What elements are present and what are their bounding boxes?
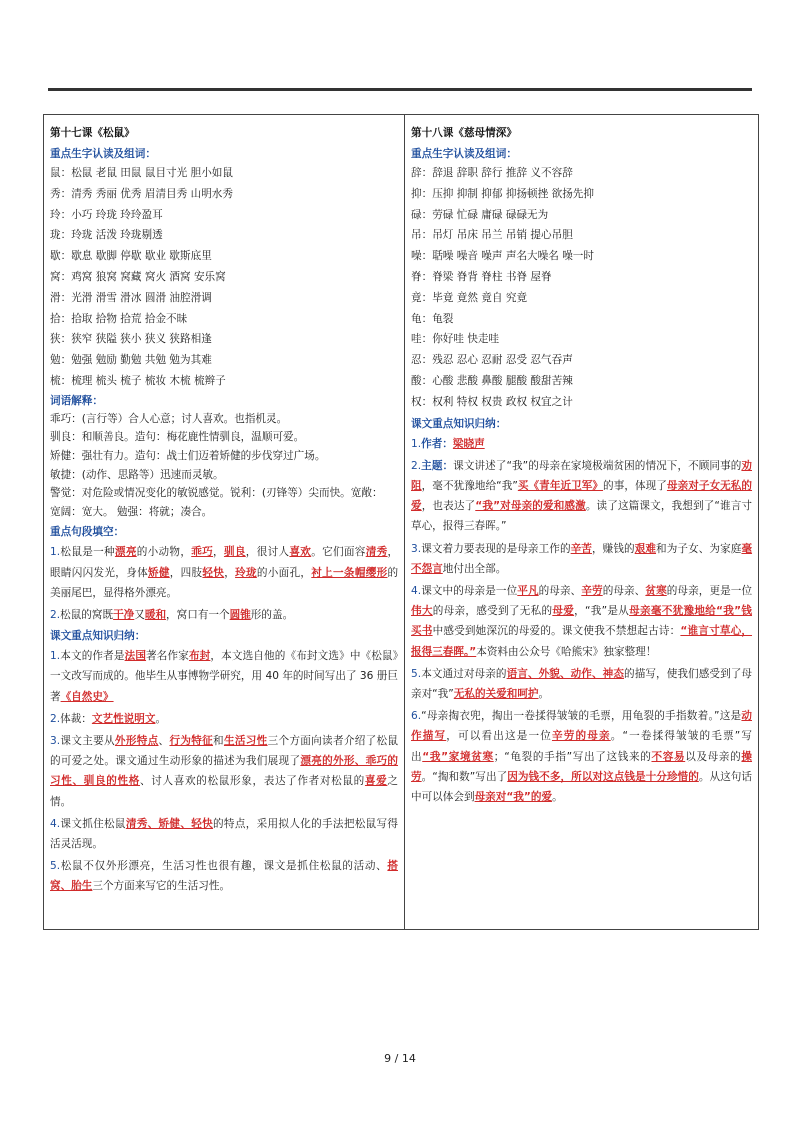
text-run: 地付出全部。 bbox=[442, 562, 507, 575]
vocab-words: 辞退 辞职 辞行 推辞 义不容辞 bbox=[432, 167, 573, 179]
vocab-char: 吊： bbox=[411, 229, 433, 242]
vocab-row bbox=[411, 205, 752, 226]
lesson-title: 第十八课《慈母情深》 bbox=[411, 127, 517, 139]
text-run: 课文讲述了“我”的母亲在家境极端贫困的情况下，不顾同事的 bbox=[453, 459, 742, 472]
text-run: 松鼠是一种 bbox=[60, 546, 115, 559]
vocab-words: 压抑 抑制 抑郁 抑扬顿挫 欲扬先抑 bbox=[432, 187, 594, 200]
vocab-list bbox=[411, 163, 752, 413]
text-run: 课文着力要表现的是母亲工作的 bbox=[421, 542, 571, 555]
vocab-row bbox=[411, 225, 752, 246]
key-answer: 因为钱不多，所以对这点钱是十分珍惜的 bbox=[507, 770, 699, 783]
knowledge-list bbox=[50, 646, 398, 896]
text-run: ；“龟裂的手指”写出了这钱来的 bbox=[493, 750, 652, 763]
vocab-row bbox=[411, 246, 752, 267]
vocab-row bbox=[411, 184, 752, 205]
item-number: 2. bbox=[411, 459, 422, 472]
key-answer: 清秀、矫健、轻快 bbox=[125, 817, 214, 830]
key-answer: 矫健 bbox=[147, 566, 170, 579]
fill-heading: 重点句段填空： bbox=[50, 526, 125, 539]
text-run: 的描写，使我们感受到了母亲对“我” bbox=[411, 667, 753, 700]
item-number: 1. bbox=[50, 650, 61, 663]
key-answer: 玲珑 bbox=[235, 566, 257, 579]
vocab-row bbox=[50, 184, 398, 205]
key-answer: 辛劳 bbox=[581, 584, 603, 597]
text-run: 的母亲、 bbox=[538, 584, 582, 597]
key-answer: 喜爱 bbox=[364, 775, 388, 788]
vocab-row bbox=[411, 371, 752, 392]
vocab-words: 歇息 歇脚 停歇 歇业 歇斯底里 bbox=[71, 250, 212, 263]
vocab-words: 权利 特权 权贵 政权 权宜之计 bbox=[432, 395, 573, 408]
text-run: 。它们面容 bbox=[311, 546, 366, 559]
vocab-words: 脊梁 脊背 脊柱 书脊 屋脊 bbox=[432, 270, 552, 283]
key-answer: 圆锥 bbox=[229, 608, 251, 621]
vocab-char: 竟： bbox=[411, 291, 433, 304]
key-answer: 轻快 bbox=[202, 566, 225, 579]
text-run: ，本文选自他的《布封文选》中《松鼠》一文改写而成的。他毕生从事博物学研究，用 40 年的时间写出了 36 册巨著 bbox=[50, 650, 399, 703]
text-run: 本资料由公众号《哈熊宋》独家整理！ bbox=[476, 645, 657, 658]
text-run: 以及母亲的 bbox=[685, 750, 742, 763]
text-run: 。“掏和数”写出了 bbox=[421, 770, 508, 783]
vocab-row bbox=[50, 371, 398, 392]
knowledge-item bbox=[411, 581, 752, 662]
definitions-heading: 词语解释： bbox=[50, 394, 103, 407]
text-run: ，很讨人 bbox=[245, 546, 290, 559]
knowledge-item bbox=[50, 856, 398, 896]
knowledge-list bbox=[411, 434, 752, 808]
key-answer: 不容易 bbox=[651, 750, 686, 763]
vocab-words: 狭窄 狭隘 狭小 狭义 狭路相逢 bbox=[71, 333, 212, 346]
vocab-row bbox=[411, 309, 752, 330]
vocab-char: 拾： bbox=[50, 312, 72, 325]
vocab-words: 小巧 玲珑 玲玲盈耳 bbox=[71, 208, 163, 221]
knowledge-item bbox=[50, 731, 398, 812]
vocab-words: 心酸 悲酸 鼻酸 腿酸 酸甜苦辣 bbox=[432, 374, 573, 387]
key-answer: 劝阻 bbox=[411, 459, 752, 492]
vocab-char: 窝： bbox=[50, 270, 72, 283]
vocab-row bbox=[50, 329, 398, 350]
knowledge-item bbox=[50, 814, 398, 854]
text-run: 本文的作者是 bbox=[60, 650, 125, 663]
vocab-char: 脊： bbox=[411, 270, 433, 283]
knowledge-item bbox=[411, 456, 752, 537]
item-number: 4. bbox=[411, 584, 422, 597]
definition-row: 警觉：对危险或情况变化的敏锐感觉。锐利：(刃锋等）尖而快。宽敞： bbox=[50, 487, 383, 500]
key-answer: 生活习性 bbox=[223, 734, 268, 747]
knowledge-item bbox=[411, 706, 752, 807]
knowledge-item bbox=[50, 646, 398, 707]
text-run: ，毫不犹豫地给“我” bbox=[421, 479, 518, 492]
key-answer: 衬上一条帽缨形 bbox=[311, 566, 388, 579]
item-number: 5. bbox=[411, 667, 422, 680]
lesson-17-column bbox=[44, 115, 405, 929]
text-run: ，眼睛闪闪发光，身体 bbox=[50, 546, 399, 579]
knowledge-item bbox=[411, 664, 752, 704]
key-answer: 法国 bbox=[124, 650, 147, 663]
key-answer: 平凡 bbox=[517, 584, 539, 597]
text-run: 。 bbox=[538, 688, 550, 700]
text-run: 、 bbox=[158, 734, 170, 747]
key-answer: 母亲对“我”的爱 bbox=[474, 791, 553, 804]
vocab-char: 噪： bbox=[411, 250, 433, 263]
key-answer: 干净 bbox=[113, 608, 135, 621]
vocab-row bbox=[411, 163, 752, 184]
text-run: 三个方面来写它的生活习性。 bbox=[92, 880, 231, 893]
text-run: 又 bbox=[134, 608, 145, 621]
vocab-char: 玲： bbox=[50, 208, 72, 221]
text-run: 。“一卷揉得皱皱的毛票”写出 bbox=[411, 730, 753, 763]
key-answer: 贫寒 bbox=[645, 584, 667, 597]
key-answer: 辛苦 bbox=[570, 542, 592, 555]
text-run: 课文抓住松鼠 bbox=[60, 817, 126, 830]
key-answer: 乖巧 bbox=[191, 546, 214, 559]
vocab-char: 酸： bbox=[411, 374, 433, 387]
text-run: ，可以看出这是一位 bbox=[446, 730, 552, 743]
vocab-char: 勉： bbox=[50, 354, 72, 367]
key-answer: 行为特征 bbox=[169, 734, 214, 747]
knowledge-item bbox=[411, 434, 752, 454]
vocab-words: 毕竟 竟然 竟自 究竟 bbox=[432, 291, 528, 304]
key-answer: 无私的关爱和呵护 bbox=[453, 688, 539, 700]
text-run: 的母亲，感受到了无私的 bbox=[432, 605, 553, 618]
vocab-char: 珑： bbox=[50, 229, 72, 242]
text-run: 的特点，采用拟人化的手法把松鼠写得活灵活现。 bbox=[50, 817, 399, 850]
vocab-words: 勉强 勉励 勤勉 共勉 勉为其难 bbox=[71, 354, 212, 367]
text-run: 之情。 bbox=[50, 775, 399, 808]
definition-row: 矫健：强壮有力。造句：战士们迈着矫健的步伐穿过广场。 bbox=[50, 449, 326, 462]
key-answer: “我”对母亲的爱和感激 bbox=[475, 500, 586, 513]
text-run: ， bbox=[224, 566, 236, 579]
vocab-words: 聒噪 噪音 噪声 声名大噪名 噪一时 bbox=[432, 250, 594, 263]
vocab-words: 拾取 拾物 拾荒 拾金不昧 bbox=[71, 312, 188, 325]
text-run: 的小面孔， bbox=[256, 566, 312, 579]
item-number: 2. bbox=[50, 608, 61, 621]
key-answer: 母爱 bbox=[552, 605, 575, 618]
page-number: 9 / 14 bbox=[384, 1052, 416, 1065]
key-answer: “我”家境贫寒 bbox=[422, 750, 494, 763]
fill-item bbox=[50, 605, 398, 625]
key-answer: “谁言寸草心，报得三春晖。” bbox=[411, 625, 753, 658]
definition-row: 驯良：和顺善良。造句：梅花鹿性情驯良，温顺可爱。 bbox=[50, 431, 305, 444]
vocab-words: 光滑 滑雪 滑冰 圆滑 油腔滑调 bbox=[71, 291, 212, 304]
vocab-row bbox=[50, 350, 398, 371]
text-run: 主题： bbox=[421, 459, 454, 472]
key-answer: 《自然史》 bbox=[60, 690, 114, 703]
key-answer: 喜欢 bbox=[289, 546, 312, 559]
text-run: 三个方面向读者介绍了松鼠的可爱之处。课文通过生动形象的描述为我们展现了 bbox=[50, 734, 399, 768]
text-run: 的小动物， bbox=[136, 546, 192, 559]
text-run: 作者： bbox=[421, 437, 453, 450]
text-run: 。从这句话中可以体会到 bbox=[411, 770, 753, 804]
vocab-words: 你好哇 快走哇 bbox=[432, 333, 500, 346]
vocab-row bbox=[50, 163, 398, 184]
vocab-words: 鸡窝 狼窝 窝藏 窝火 酒窝 安乐窝 bbox=[71, 270, 226, 283]
text-run: 和 bbox=[213, 734, 224, 747]
vocab-heading: 重点生字认读及组词： bbox=[411, 148, 517, 160]
text-run: 形的盖。 bbox=[250, 608, 294, 621]
key-answer: 辛劳的母亲 bbox=[551, 730, 611, 743]
text-run: ，四肢 bbox=[169, 566, 203, 579]
vocab-words: 龟裂 bbox=[432, 312, 454, 325]
key-answer: 艰难 bbox=[634, 542, 657, 555]
vocab-char: 忍： bbox=[411, 354, 433, 367]
key-answer: 母亲对子女无私的爱 bbox=[411, 479, 753, 513]
key-answer: 动作描写 bbox=[411, 710, 752, 743]
key-answer: 伟大 bbox=[411, 605, 433, 618]
key-answer: 驯良 bbox=[223, 546, 246, 559]
item-number: 4. bbox=[50, 817, 61, 830]
vocab-char: 哇： bbox=[411, 333, 433, 346]
vocab-row bbox=[411, 267, 752, 288]
vocab-char: 滑： bbox=[50, 291, 72, 304]
vocab-row bbox=[411, 392, 752, 413]
lesson-table bbox=[43, 114, 759, 930]
key-answer: 暖和 bbox=[144, 608, 167, 621]
text-run: “母亲掏衣兜，掏出一卷揉得皱皱的毛票，用龟裂的手指数着。”这是 bbox=[421, 710, 742, 723]
lesson-title: 第十七课《松鼠》 bbox=[50, 127, 135, 139]
vocab-words: 残忍 忍心 忍耐 忍受 忍气吞声 bbox=[432, 354, 573, 367]
vocab-words: 梳理 梳头 梳子 梳妆 木梳 梳辫子 bbox=[71, 374, 226, 387]
vocab-row bbox=[50, 225, 398, 246]
text-run: ，也表达了 bbox=[421, 500, 476, 513]
fill-item bbox=[50, 542, 398, 603]
vocab-row bbox=[50, 205, 398, 226]
vocab-char: 秀： bbox=[50, 187, 72, 200]
vocab-words: 玲珑 活泼 玲珑剔透 bbox=[71, 229, 163, 242]
text-run: 松鼠的窝既 bbox=[60, 608, 114, 621]
key-answer: 搭窝、胎生 bbox=[50, 860, 398, 893]
text-run: 的母亲，更是一位 bbox=[666, 584, 753, 597]
key-answer: 母亲毫不犹豫地给“我”钱买书 bbox=[411, 605, 753, 638]
key-answer: 清秀 bbox=[365, 546, 388, 559]
definition-row: 宽阔：宽大。 勉强：将就；凑合。 bbox=[50, 505, 213, 518]
key-answer: 文艺性说明文 bbox=[91, 712, 156, 725]
lesson-18-column bbox=[405, 115, 758, 929]
item-number: 1. bbox=[50, 546, 61, 559]
key-answer: 操劳 bbox=[411, 750, 753, 783]
text-run: 。 bbox=[552, 791, 563, 804]
item-number: 1. bbox=[411, 437, 422, 450]
knowledge-item bbox=[50, 709, 398, 729]
vocab-row bbox=[50, 267, 398, 288]
text-run: 松鼠不仅外形漂亮，生活习性也很有趣，课文是抓住松鼠的活动、 bbox=[60, 860, 388, 873]
vocab-words: 吊灯 吊床 吊兰 吊销 提心吊胆 bbox=[432, 229, 573, 242]
text-run: 。 bbox=[155, 712, 167, 725]
vocab-char: 狭： bbox=[50, 333, 72, 346]
vocab-list bbox=[50, 163, 398, 392]
vocab-char: 梳： bbox=[50, 374, 72, 387]
text-run: 本文通过对母亲的 bbox=[421, 667, 507, 680]
vocab-char: 碌： bbox=[411, 208, 433, 221]
text-run: ，赚钱的 bbox=[591, 542, 635, 555]
vocab-char: 辞： bbox=[411, 167, 433, 179]
text-run: 课文主要从 bbox=[60, 734, 115, 747]
item-number: 3. bbox=[50, 734, 61, 747]
vocab-words: 松鼠 老鼠 田鼠 鼠目寸光 胆小如鼠 bbox=[71, 167, 233, 179]
vocab-row bbox=[411, 350, 752, 371]
text-run: 。读了这篇课文，我想到了“谁言寸草心，报得三春晖。” bbox=[411, 500, 752, 533]
knowledge-heading: 课文重点知识归纳： bbox=[50, 630, 146, 643]
knowledge-heading: 课文重点知识归纳： bbox=[411, 417, 507, 430]
text-run: 著名作家 bbox=[146, 650, 189, 663]
vocab-row bbox=[411, 288, 752, 309]
header-rule bbox=[48, 88, 752, 91]
vocab-char: 权： bbox=[411, 395, 433, 408]
text-run: 的母亲、 bbox=[602, 584, 646, 597]
vocab-words: 清秀 秀丽 优秀 眉清目秀 山明水秀 bbox=[71, 187, 233, 200]
key-answer: 语言、外貌、动作、神态 bbox=[506, 667, 625, 680]
vocab-char: 龟： bbox=[411, 312, 433, 325]
vocab-char: 鼠： bbox=[50, 167, 72, 179]
text-run: ，“我”是从 bbox=[574, 605, 630, 618]
text-run: 、讨人喜欢的松鼠形象，表达了作者对松鼠的 bbox=[139, 775, 365, 788]
item-number: 6. bbox=[411, 710, 422, 723]
item-number: 2. bbox=[50, 712, 61, 725]
text-run: ，窝口有一个 bbox=[166, 608, 230, 621]
vocab-row bbox=[411, 329, 752, 350]
vocab-char: 抑： bbox=[411, 187, 433, 200]
text-run: 的美丽尾巴，显得格外漂亮。 bbox=[50, 566, 399, 599]
definition-row: 敏捷：(动作、思路等）迅速而灵敏。 bbox=[50, 468, 224, 481]
key-answer: 漂亮 bbox=[114, 546, 137, 559]
text-run: 课文中的母亲是一位 bbox=[421, 584, 518, 597]
definitions-list bbox=[50, 410, 398, 522]
key-answer: 毫不怨言 bbox=[411, 542, 753, 575]
vocab-heading: 重点生字认读及组词： bbox=[50, 148, 156, 160]
item-number: 5. bbox=[50, 860, 61, 873]
key-answer: 漂亮的外形、乖巧的习性、驯良的性格 bbox=[50, 755, 399, 788]
vocab-row bbox=[50, 288, 398, 309]
text-run: 中感受到她深沉的母爱的。课文使我不禁想起古诗： bbox=[432, 625, 681, 638]
fill-list bbox=[50, 542, 398, 625]
text-run: 体裁： bbox=[60, 712, 92, 725]
key-answer: 买《青年近卫军》 bbox=[517, 479, 604, 492]
vocab-char: 歇： bbox=[50, 250, 72, 263]
text-run: ， bbox=[213, 546, 224, 559]
key-answer: 布封 bbox=[188, 650, 211, 663]
definition-row: 乖巧：(言行等）合人心意；讨人喜欢。也指机灵。 bbox=[50, 412, 288, 425]
key-answer: 外形特点 bbox=[114, 734, 159, 747]
vocab-row bbox=[50, 246, 398, 267]
key-answer: 梁晓声 bbox=[452, 437, 485, 450]
text-run: 和为子女、为家庭 bbox=[656, 542, 742, 555]
vocab-words: 劳碌 忙碌 庸碌 碌碌无为 bbox=[432, 208, 549, 221]
knowledge-item bbox=[411, 539, 752, 579]
text-run: 的事，体现了 bbox=[603, 479, 667, 492]
item-number: 3. bbox=[411, 542, 422, 555]
vocab-row bbox=[50, 309, 398, 330]
